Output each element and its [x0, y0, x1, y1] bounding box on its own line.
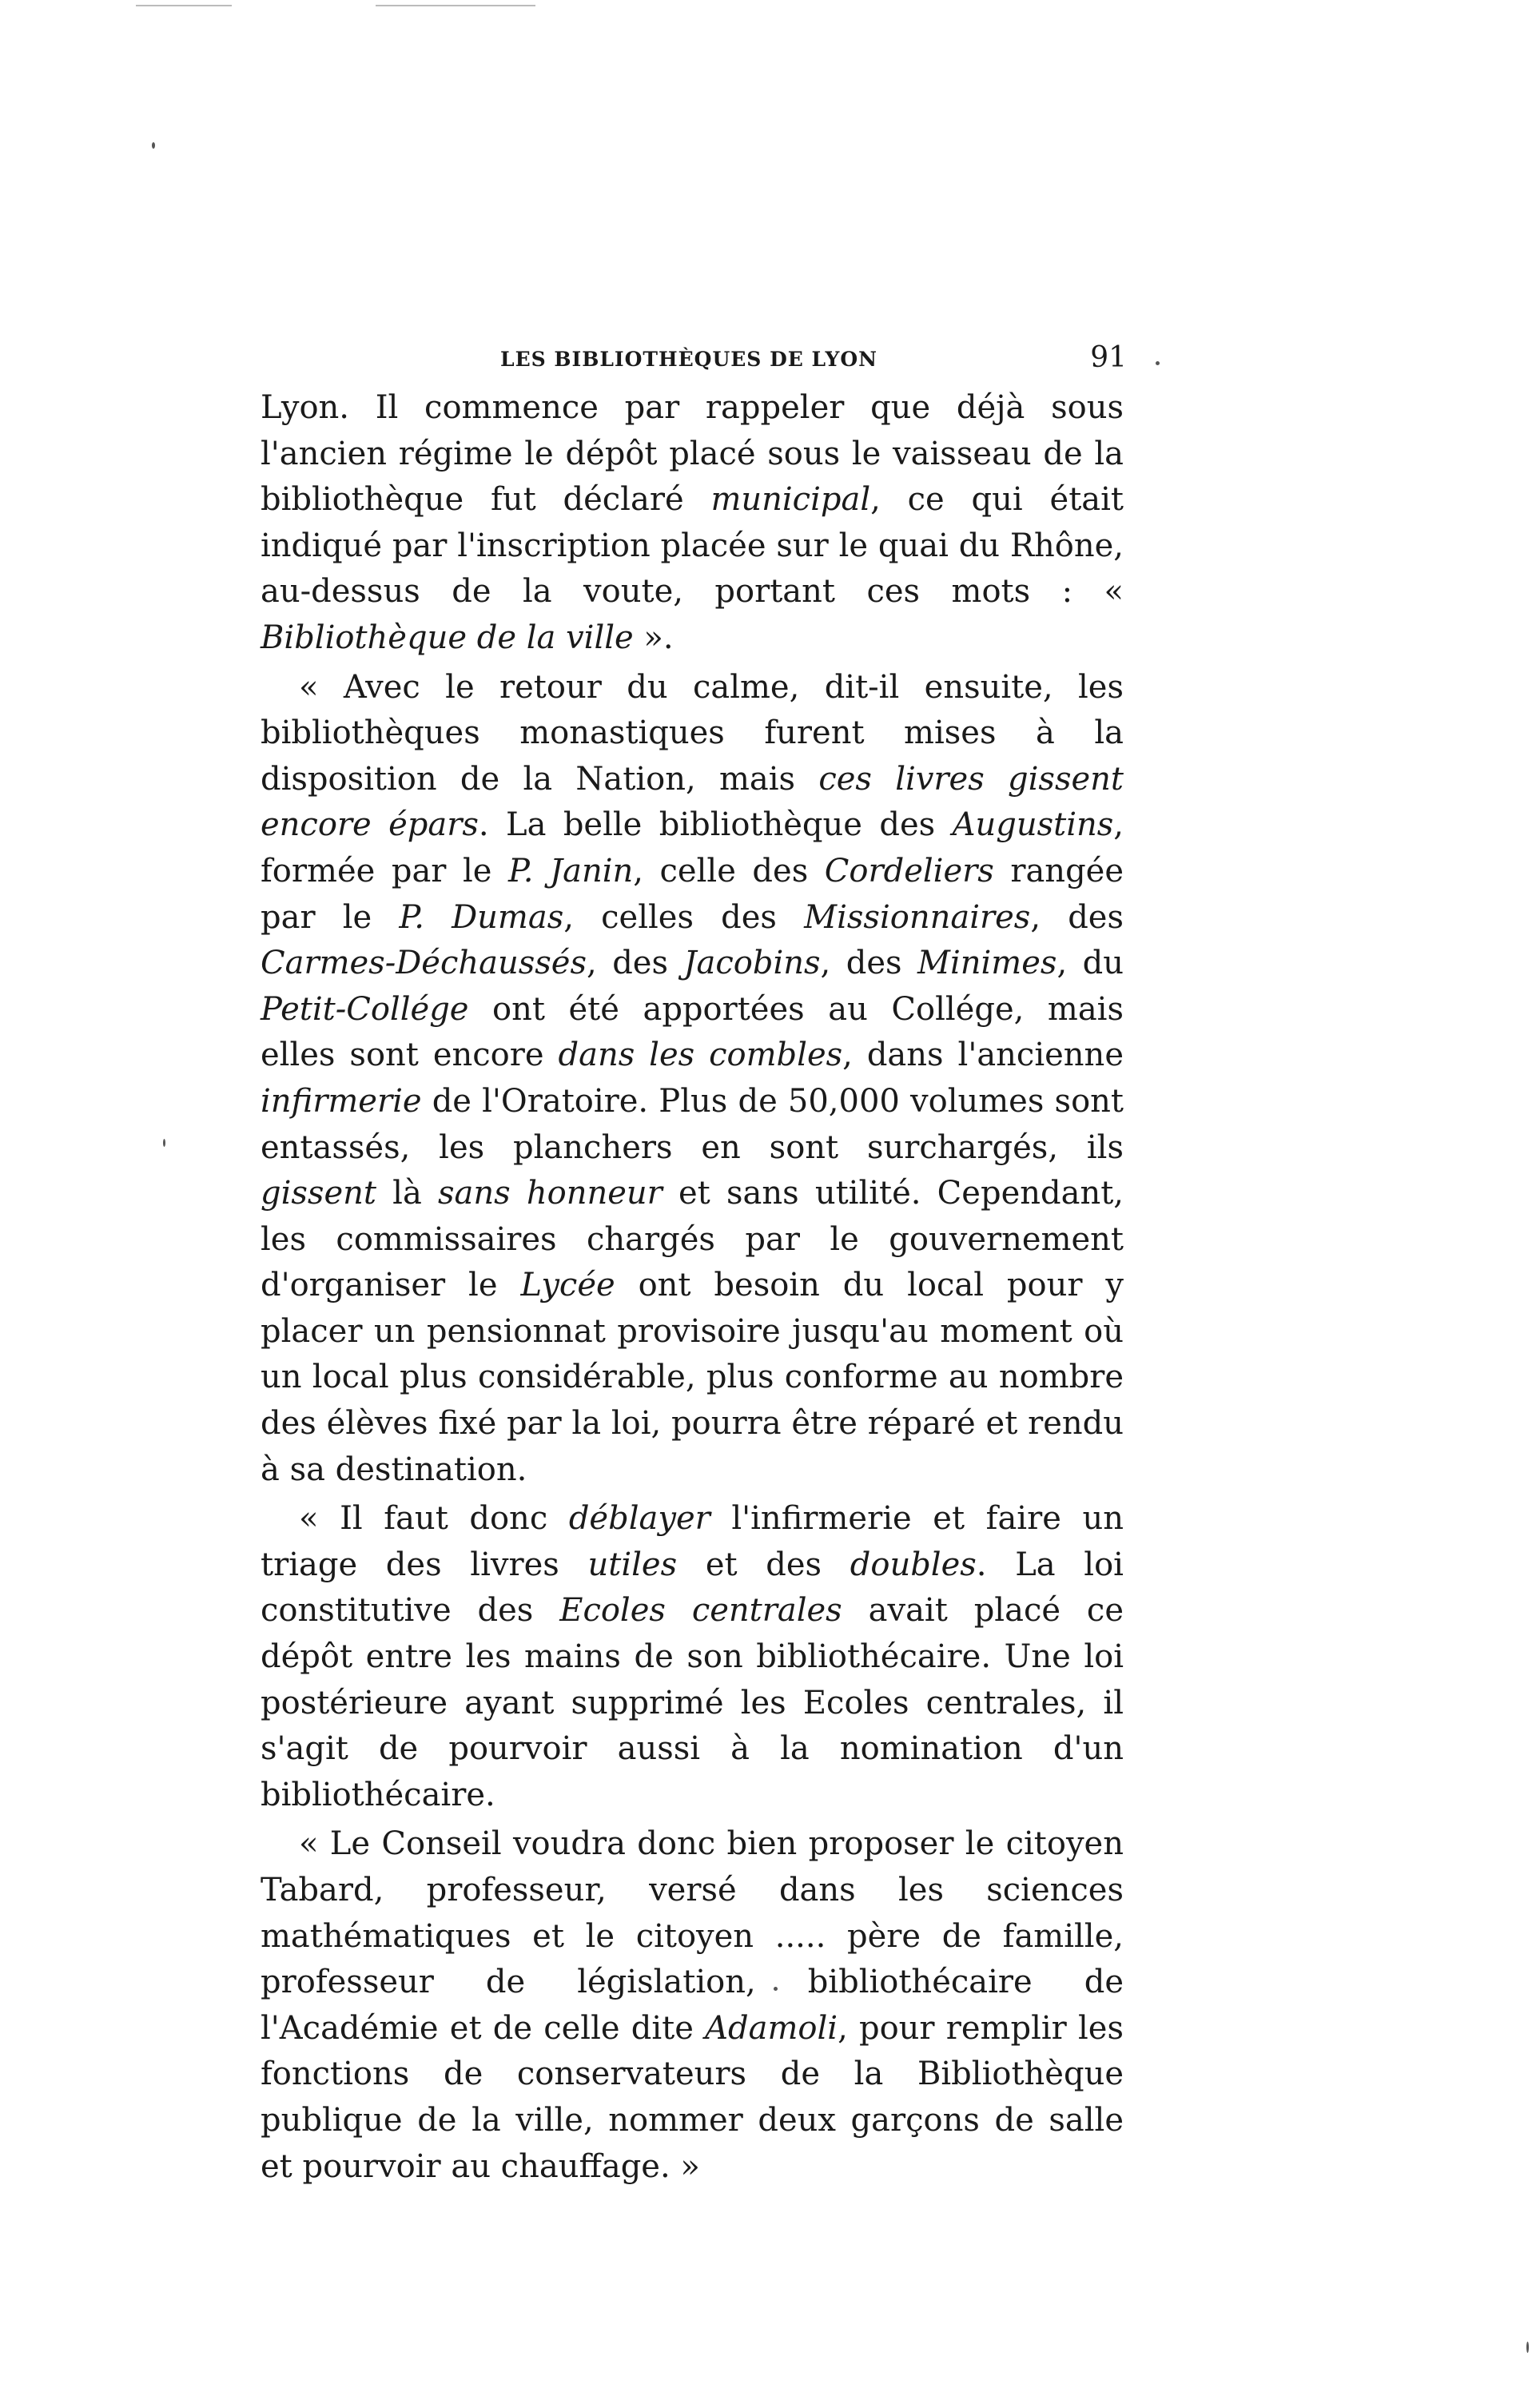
italic-run: infirmerie: [261, 1082, 422, 1120]
italic-run: Carmes-Déchaussés: [261, 945, 587, 982]
italic-run: Missionnaires: [804, 898, 1031, 936]
italic-run: Minimes: [917, 945, 1057, 982]
text-run: ont été apportées au Collége, mais elles sont encore: [261, 990, 1124, 1074]
text-run: , pour remplir les fonctions de conservateurs de la Bibliothèque publique de la ville, nommer deux garçons de salle et pourvoir au chauffage. »: [261, 2009, 1124, 2185]
paragraph-p3: [261, 1496, 1124, 1818]
scan-speck: [152, 142, 155, 149]
italic-run: municipal: [710, 481, 871, 519]
text-run: , dans l'ancienne: [842, 1037, 1124, 1074]
text-run: . La loi constitutive des: [261, 1546, 1124, 1630]
paragraph-p1: [261, 385, 1124, 662]
page-number: 91: [1090, 341, 1127, 374]
text-run: rangée par le: [261, 852, 1124, 936]
text-run: l'infirmerie et faire un triage des livres: [261, 1500, 1124, 1583]
paragraph-p4: [261, 1821, 1124, 2190]
text-run: avait placé ce dépôt entre les mains de son bibliothécaire. Une loi postérieure ayant supprimé les Ecoles centrales, il s'agit de pourvoir aussi à la nomination d'un bibliothécaire.: [261, 1592, 1124, 1813]
italic-run: déblayer: [568, 1500, 710, 1538]
italic-run: P. Janin: [507, 852, 634, 890]
scan-artifact-top-rule: [136, 5, 232, 6]
italic-run: gissent: [261, 1175, 376, 1212]
text-run: ont besoin du local pour y placer un pensionnat provisoire jusqu'au moment où un local plus considérable, plus conforme au nombre des élèves fixé par la loi, pourra être réparé et rendu à sa destination.: [261, 1267, 1124, 1488]
text-run: et sans utilité. Cependant, les commissaires chargés par le gouvernement d'organiser le: [261, 1175, 1124, 1304]
text-run: ».: [633, 619, 674, 656]
text-run: là: [376, 1175, 439, 1212]
scan-artifact-top-rule: [376, 5, 535, 6]
text-run: Lyon. Il commence par rappeler que déjà sous l'ancien régime le dépôt placé sous le vaisseau de la bibliothèque fut déclaré: [261, 389, 1124, 519]
text-run: , des: [587, 945, 684, 982]
italic-run: Petit-Collége: [261, 990, 469, 1028]
scan-speck: [163, 1139, 165, 1147]
body-text: [261, 385, 1124, 2190]
text-run: « Le Conseil voudra donc bien proposer le citoyen Tabard, professeur, versé dans les sciences mathématiques et le citoyen ..... père de famille, professeur de législation, bibliothécaire de l'Académie et de celle dite: [261, 1825, 1124, 2047]
scan-speck: [1156, 361, 1160, 365]
running-title: LES BIBLIOTHÈQUES DE LYON: [500, 348, 877, 371]
text-run: , celle des: [633, 852, 825, 890]
text-run: « Avec le retour du calme, dit-il ensuite, les bibliothèques monastiques furent mises à la disposition de la Nation, mais: [261, 668, 1124, 798]
text-run: , du: [1057, 945, 1124, 982]
text-run: , des: [820, 945, 917, 982]
italic-run: Bibliothèque de la ville: [261, 619, 634, 656]
italic-run: sans honneur: [438, 1175, 663, 1212]
italic-run: Cordeliers: [824, 852, 994, 890]
running-head: [253, 340, 1127, 380]
text-run: . La belle bibliothèque des: [478, 806, 953, 844]
scan-speck: [1526, 2342, 1529, 2353]
italic-run: P. Dumas: [399, 898, 564, 936]
text-run: , des: [1030, 898, 1124, 936]
italic-run: utiles: [587, 1546, 678, 1583]
italic-run: Adamoli: [705, 2009, 838, 2047]
italic-run: Lycée: [520, 1267, 615, 1304]
italic-run: doubles: [850, 1546, 977, 1583]
text-run: de l'Oratoire. Plus de 50,000 volumes sont entassés, les planchers en sont surchargés, ils: [261, 1082, 1124, 1166]
text-run: , formée par le: [261, 806, 1124, 890]
italic-run: Augustins: [952, 806, 1114, 844]
text-run: , celles des: [563, 898, 805, 936]
text-run: « Il faut donc: [299, 1500, 569, 1538]
paragraph-p2: [261, 665, 1124, 1494]
text-run: et des: [677, 1546, 850, 1583]
italic-run: dans les combles: [558, 1037, 843, 1074]
italic-run: Ecoles centrales: [559, 1592, 842, 1630]
italic-run: ces livres gissent encore épars: [261, 760, 1124, 844]
text-run: , ce qui était indiqué par l'inscription placée sur le quai du Rhône, au-dessus de la voute, portant ces mots : «: [261, 481, 1124, 611]
italic-run: Jacobins: [683, 945, 821, 982]
